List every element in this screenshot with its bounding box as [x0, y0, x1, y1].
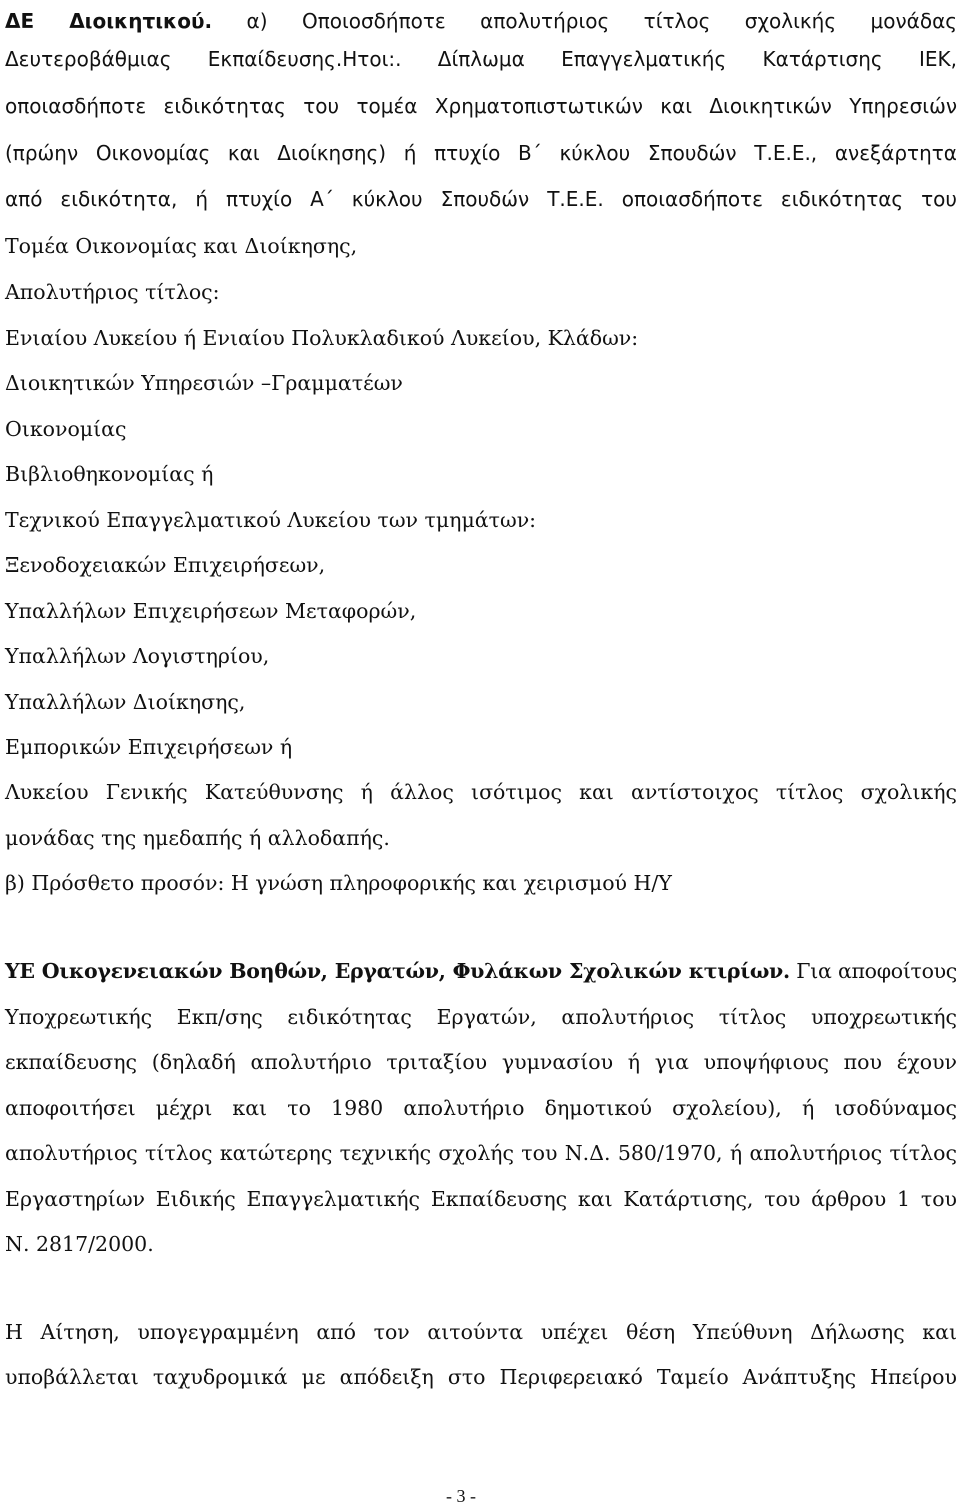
- de-paragraph-line-5: από ειδικότητα, ή πτυχίο Α΄ κύκλου Σπουδών Τ.Ε.Ε. οποιασδήποτε ειδικότητας του: [5, 187, 957, 211]
- list-line: Απολυτήριος τίτλος:: [5, 280, 220, 304]
- de-paragraph-line-1: [5, 8, 957, 34]
- list-line: Υπαλλήλων Επιχειρήσεων Μεταφορών,: [5, 599, 417, 623]
- application-paragraph-line-1: Η Αίτηση, υπογεγραμμένη από τον αιτούντα υπέχει θέση Υπεύθυνη Δήλωσης και: [5, 1320, 957, 1344]
- ye-paragraph-line-6: Εργαστηρίων Ειδικής Επαγγελματικής Εκπαίδευσης και Κατάρτισης, του άρθρου 1 του: [5, 1187, 957, 1211]
- ye-paragraph-line-4: αποφοιτήσει μέχρι και το 1980 απολυτήριο δημοτικού σχολείου), ή ισοδύναμος: [5, 1096, 957, 1120]
- ye-heading: ΥΕ Οικογενειακών Βοηθών, Εργατών, Φυλάκων Σχολικών κτιρίων.: [5, 959, 790, 983]
- list-line: Διοικητικών Υπηρεσιών –Γραμματέων: [5, 371, 403, 395]
- list-line: Υπαλλήλων Διοίκησης,: [5, 690, 246, 714]
- application-paragraph-line-2: υποβάλλεται ταχυδρομικά με απόδειξη στο Περιφερειακό Ταμείο Ανάπτυξης Ηπείρου: [5, 1365, 957, 1389]
- list-line: Λυκείου Γενικής Κατεύθυνσης ή άλλος ισότιμος και αντίστοιχος τίτλος σχολικής: [5, 780, 957, 804]
- ye-heading-rest: Για αποφοίτους: [789, 959, 957, 983]
- de-paragraph-line-2: Δευτεροβάθμιας Εκπαίδευσης.Ητοι:. Δίπλωμα Επαγγελματικής Κατάρτισης ΙΕΚ,: [5, 47, 957, 71]
- de-paragraph-line-4: (πρώην Οικονομίας και Διοίκησης) ή πτυχίο Β΄ κύκλου Σπουδών Τ.Ε.Ε., ανεξάρτητα: [5, 141, 957, 165]
- list-line: Υπαλλήλων Λογιστηρίου,: [5, 644, 270, 668]
- ye-paragraph-line-7: Ν. 2817/2000.: [5, 1232, 154, 1256]
- list-line: Τεχνικού Επαγγελματικού Λυκείου των τμημάτων:: [5, 508, 537, 532]
- ye-paragraph-line-2: Υποχρεωτικής Εκπ/σης ειδικότητας Εργατών, απολυτήριος τίτλος υποχρεωτικής: [5, 1005, 957, 1029]
- ye-paragraph-line-5: απολυτήριος τίτλος κατώτερης τεχνικής σχολής του Ν.Δ. 580/1970, ή απολυτήριος τίτλος: [5, 1141, 957, 1165]
- list-line: Ξενοδοχειακών Επιχειρήσεων,: [5, 553, 326, 577]
- de-paragraph-line-3: οποιασδήποτε ειδικότητας του τομέα Χρηματοπιστωτικών και Διοικητικών Υπηρεσιών: [5, 94, 957, 118]
- ye-paragraph-line-3: εκπαίδευσης (δηλαδή απολυτήριο τριταξίου γυμνασίου ή για υποψήφιους που έχουν: [5, 1050, 957, 1074]
- additional-qualification-line: β) Πρόσθετο προσόν: Η γνώση πληροφορικής και χειρισμού Η/Υ: [5, 871, 672, 895]
- de-heading-rest: α) Οποιοσδήποτε απολυτήριος τίτλος σχολικής μονάδας: [212, 9, 957, 33]
- ye-paragraph-line-1: [5, 958, 957, 984]
- list-line: μονάδας της ημεδαπής ή αλλοδαπής.: [5, 826, 390, 850]
- list-line: Οικονομίας: [5, 417, 127, 441]
- list-line: Εμπορικών Επιχειρήσεων ή: [5, 735, 293, 759]
- de-heading: ΔΕ Διοικητικού.: [5, 9, 213, 33]
- list-line: Βιβλιοθηκονομίας ή: [5, 462, 214, 486]
- page-number: - 3 -: [446, 1486, 476, 1506]
- list-line: Ενιαίου Λυκείου ή Ενιαίου Πολυκλαδικού Λυκείου, Κλάδων:: [5, 326, 639, 350]
- list-line: Τομέα Οικονομίας και Διοίκησης,: [5, 234, 358, 258]
